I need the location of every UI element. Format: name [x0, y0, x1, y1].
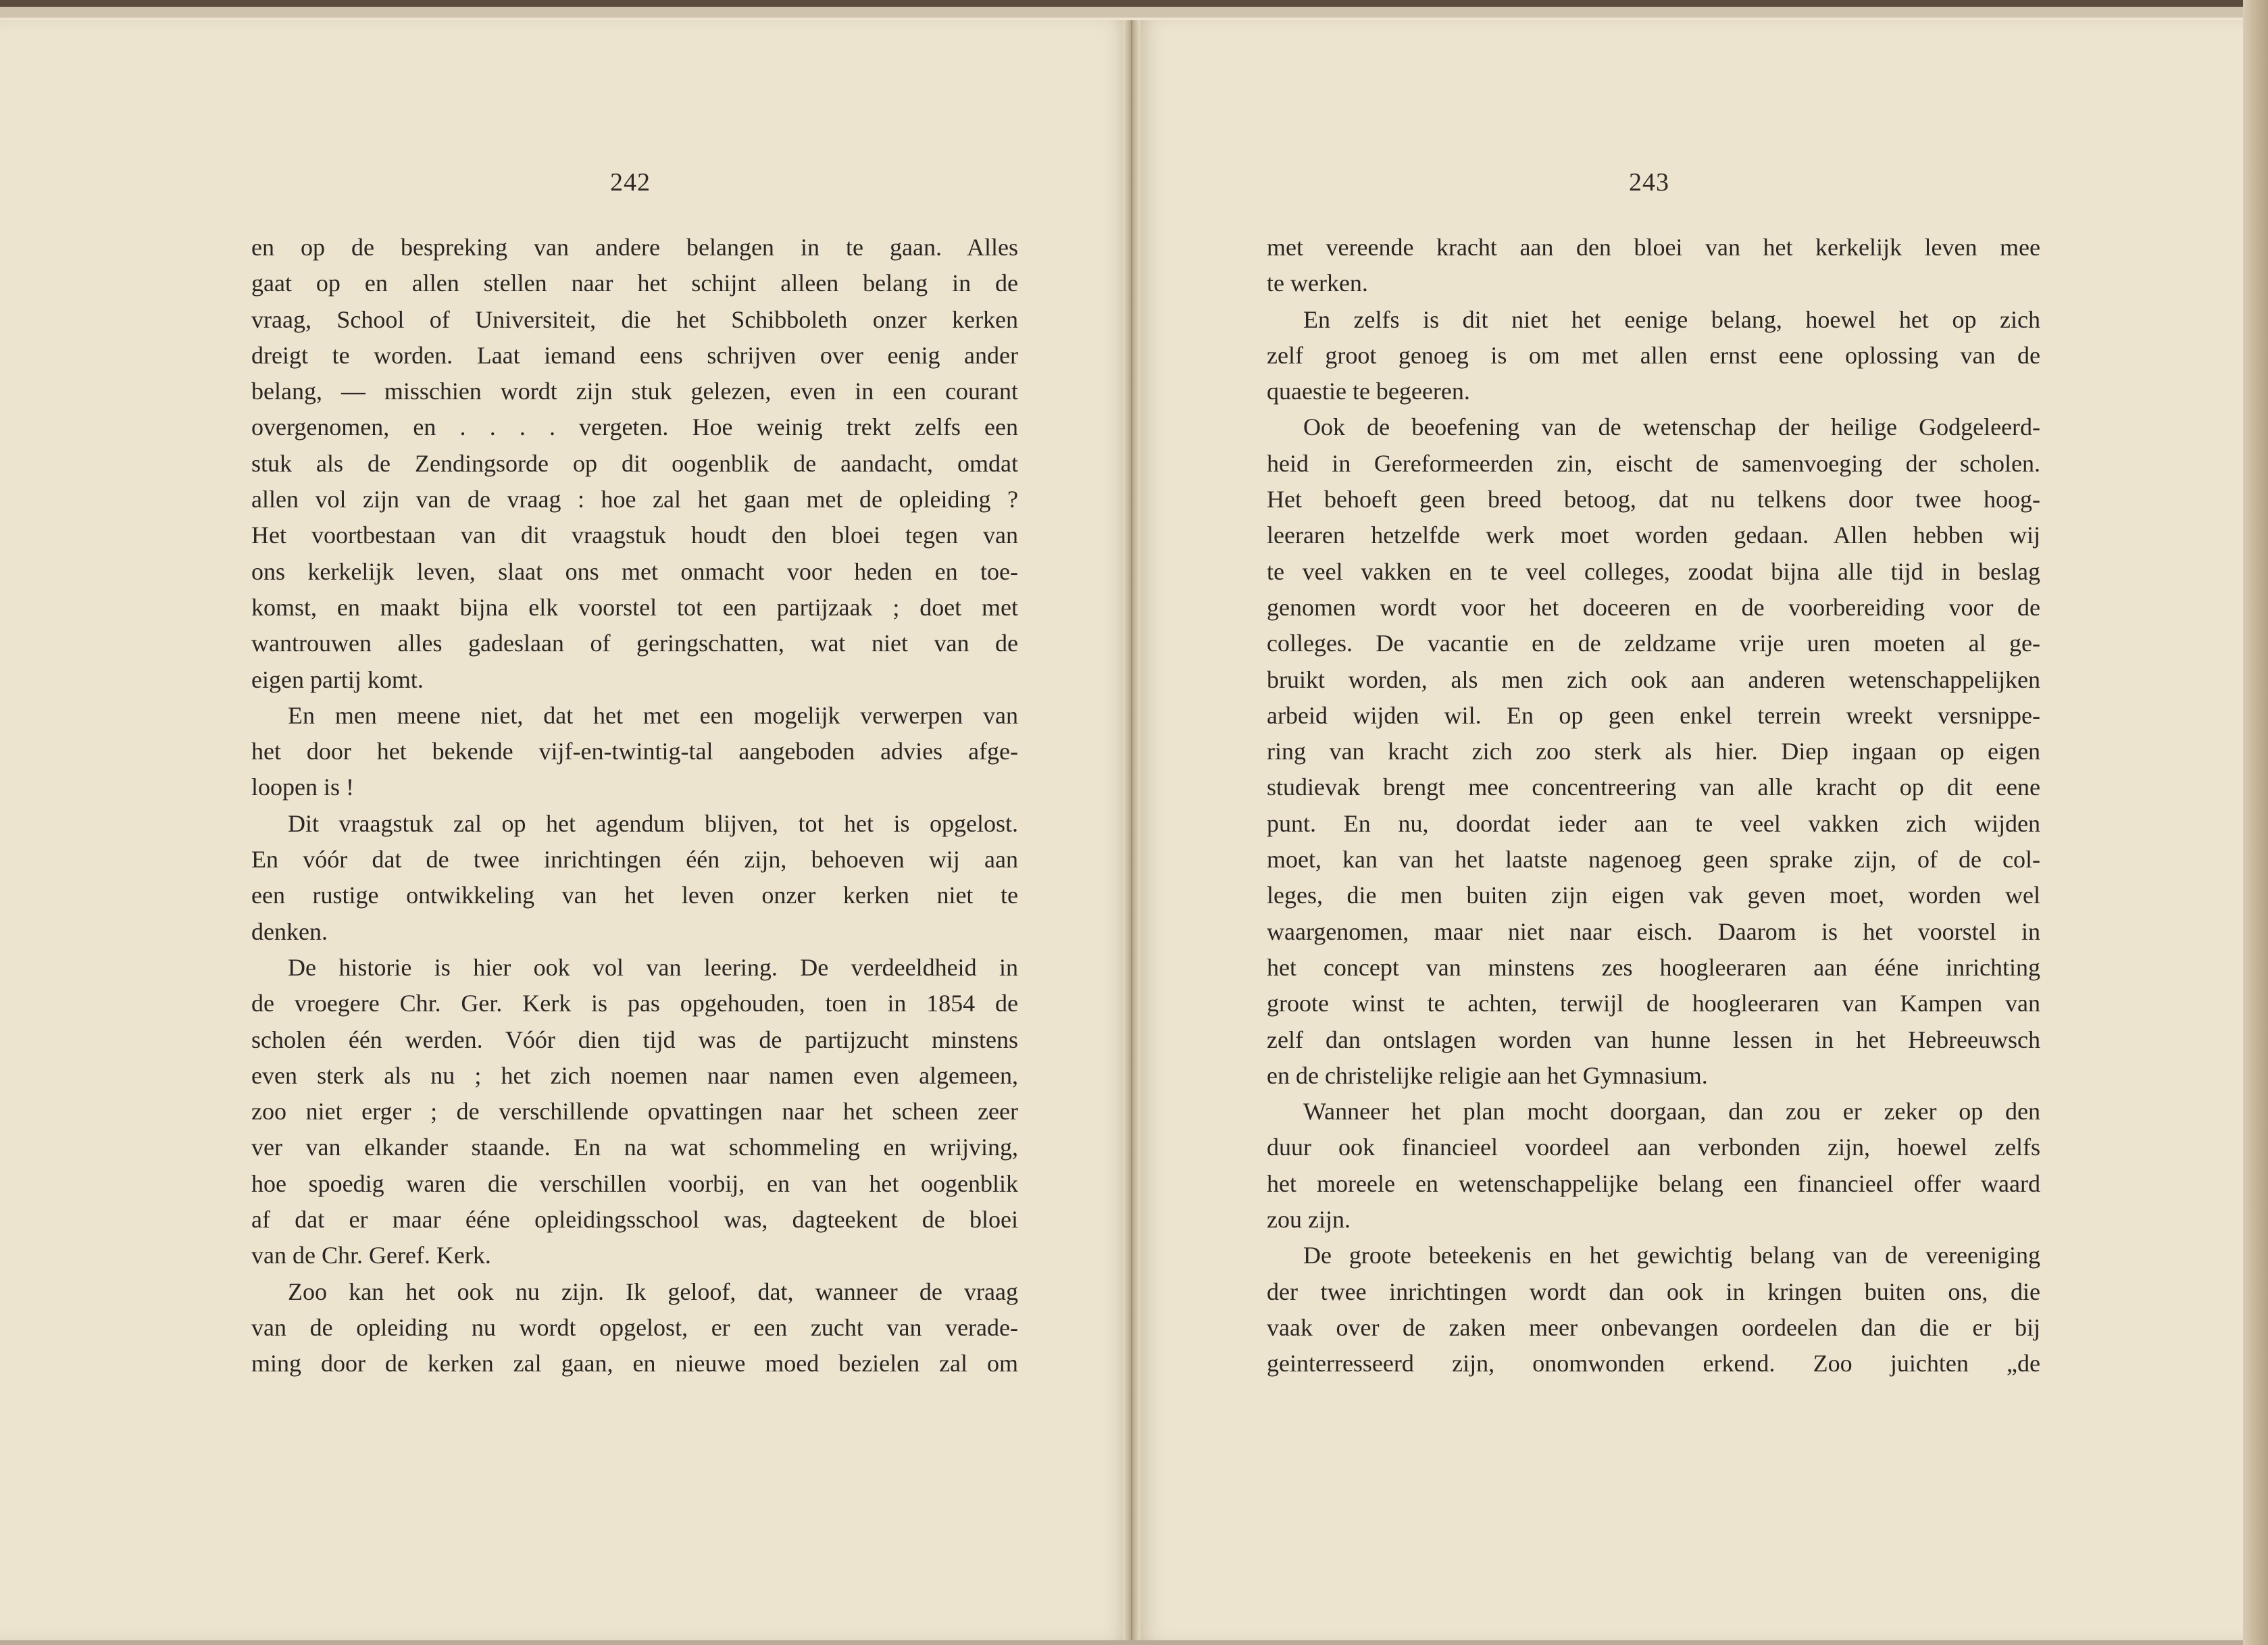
text-line: een rustige ontwikkeling van het leven onzer kerken niet te	[251, 882, 1018, 909]
text-line: Wanneer het plan mocht doorgaan, dan zou er zeker op den	[1303, 1098, 2040, 1125]
text-line: ver van elkander staande. En na wat schommeling en wrijving,	[251, 1134, 1018, 1161]
text-line: af dat er maar éénе opleidingsschool was, dagteekent de bloei	[251, 1206, 1018, 1234]
text-line: het concept van minstens zes hoogleeraren aan éénе inrichting	[1267, 953, 2040, 981]
text-line: ons kerkelijk leven, slaat ons met onmacht voor heden en toe-	[251, 557, 1018, 585]
text-line: hoe spoedig waren die verschillen voorbij, en van het oogenblik	[251, 1169, 1018, 1197]
text-line: waargenomen, maar niet naar eisch. Daarom is het voorstel in	[1267, 917, 2040, 945]
text-line: Dit vraagstuk zal op het agendum blijven, tot het is opgelost.	[288, 809, 1018, 837]
text-line: stuk als de Zendingsorde op dit oogenblik de aandacht, omdat	[251, 449, 1018, 477]
right-page-text	[1267, 230, 2040, 1382]
text-line: het moreele en wetenschappelijke belang een financieel offer waard	[1267, 1169, 2040, 1197]
text-line: Het behoeft geen breed betoog, dat nu telkens door twee hoog-	[1267, 486, 2040, 513]
text-line: groote winst te achten, terwijl de hoogleeraren van Kampen van	[1267, 990, 2040, 1017]
text-line: en de christelijke religie aan het Gymnasium.	[1267, 1061, 1708, 1089]
text-line: van de Chr. Geref. Kerk.	[251, 1242, 491, 1269]
text-line: De historie is hier ook vol van leering. De verdeeldheid in	[288, 953, 1018, 981]
text-line: En vóór dat de twee inrichtingen één zijn, behoeven wij aan	[251, 846, 1018, 874]
text-line: zoo niet erger ; de verschillende opvattingen naar het scheen zeer	[251, 1098, 1018, 1125]
text-line: leeraren hetzelfde werk moet worden gedaan. Allen hebben wij	[1267, 522, 2040, 549]
text-line: arbeid wijden wil. En op geen enkel terrein wreekt versnippe-	[1267, 701, 2040, 729]
text-line: ming door de kerken zal gaan, en nieuwe moed bezielen zal om	[251, 1350, 1018, 1377]
text-line: belang, — misschien wordt zijn stuk gelezen, even in een courant	[251, 378, 1018, 405]
text-line: leges, die men buiten zijn eigen vak geven moet, worden wel	[1267, 882, 2040, 909]
text-line: En zelfs is dit niet het eenige belang, hoewel het op zich	[1303, 305, 2040, 333]
text-line: colleges. De vacantie en de zeldzame vrije uren moeten al ge-	[1267, 630, 2040, 657]
text-line: Ook de beoefening van de wetenschap der heilige Godgeleerd-	[1303, 413, 2040, 441]
text-line: vraag, School of Universiteit, die het Schibboleth onzer kerken	[251, 305, 1018, 333]
page-number-right: 243	[1629, 168, 1669, 197]
text-line: genomen wordt voor het doceeren en de voorbereiding voor de	[1267, 593, 2040, 621]
text-line: overgenomen, en . . . . vergeten. Hoe weinig trekt zelfs een	[251, 413, 1018, 441]
text-line: ring van kracht zich zoo sterk als hier. Diep ingaan op eigen	[1267, 738, 2040, 765]
text-line: te werken.	[1267, 270, 1368, 297]
text-line: quaestie te begeeren.	[1267, 378, 1470, 405]
text-line: wantrouwen alles gadeslaan of geringschatten, wat niet van de	[251, 630, 1018, 657]
text-line: komst, en maakt bijna elk voorstel tot een partijzaak ; doet met	[251, 593, 1018, 621]
text-line: duur ook financieel voordeel aan verbonden zijn, hoewel zelfs	[1267, 1134, 2040, 1161]
text-line: te veel vakken en te veel colleges, zoodat bijna alle tijd in beslag	[1267, 557, 2040, 585]
text-line: moet, kan van het laatste nagenoeg geen sprake zijn, of de col-	[1267, 846, 2040, 874]
text-line: en op de bespreking van andere belangen in te gaan. Alles	[251, 234, 1018, 261]
text-line: denken.	[251, 917, 328, 945]
text-line: punt. En nu, doordat ieder aan te veel vakken zich wijden	[1267, 809, 2040, 837]
text-line: zou zijn.	[1267, 1206, 1351, 1234]
text-line: van de opleiding nu wordt opgelost, er een zucht van verade-	[251, 1313, 1018, 1341]
book-right-edge	[2243, 0, 2268, 1645]
text-line: zelf groot genoeg is om met allen ernst eene oplossing van de	[1267, 341, 2040, 369]
text-line: allen vol zijn van de vraag : hoe zal het gaan met de opleiding ?	[251, 486, 1018, 513]
text-line: zelf dan ontslagen worden van hunne lessen in het Hebreeuwsch	[1267, 1026, 2040, 1053]
text-line: met vereende kracht aan den bloei van het kerkelijk leven mee	[1267, 234, 2040, 261]
text-line: De groote beteekenis en het gewichtig belang van de vereeniging	[1303, 1242, 2040, 1269]
text-line: Het voortbestaan van dit vraagstuk houdt den bloei tegen van	[251, 522, 1018, 549]
text-line: vaak over de zaken meer onbevangen oordeelen dan die er bij	[1267, 1313, 2040, 1341]
text-line: dreigt te worden. Laat iemand eens schrijven over eenig ander	[251, 341, 1018, 369]
text-line: studievak brengt mee concentreering van alle kracht op dit eene	[1267, 774, 2040, 801]
text-line: gaat op en allen stellen naar het schijnt alleen belang in de	[251, 270, 1018, 297]
page-number-left: 242	[610, 168, 651, 197]
left-page-text	[251, 230, 1018, 1382]
text-line: eigen partij komt.	[251, 665, 424, 693]
text-line: geinterresseerd zijn, onomwonden erkend. Zoo juichten „de	[1267, 1350, 2040, 1377]
text-line: heid in Gereformeerden zin, eischt de samenvoeging der scholen.	[1267, 449, 2040, 477]
book-gutter	[1123, 20, 1140, 1640]
text-line: der twee inrichtingen wordt dan ook in kringen buiten ons, die	[1267, 1277, 2040, 1305]
text-line: de vroegere Chr. Ger. Kerk is pas opgehouden, toen in 1854 de	[251, 990, 1018, 1017]
text-line: scholen één werden. Vóór dien tijd was de partijzucht minstens	[251, 1026, 1018, 1053]
text-line: het door het bekende vijf-en-twintig-tal aangeboden advies afge-	[251, 738, 1018, 765]
text-line: Zoo kan het ook nu zijn. Ik geloof, dat, wanneer de vraag	[288, 1277, 1018, 1305]
text-line: even sterk als nu ; het zich noemen naar namen even algemeen,	[251, 1061, 1018, 1089]
text-line: En men meene niet, dat het met een mogelijk verwerpen van	[288, 701, 1018, 729]
text-line: bruikt worden, als men zich ook aan anderen wetenschappelijken	[1267, 665, 2040, 693]
text-line: loopen is !	[251, 774, 354, 801]
